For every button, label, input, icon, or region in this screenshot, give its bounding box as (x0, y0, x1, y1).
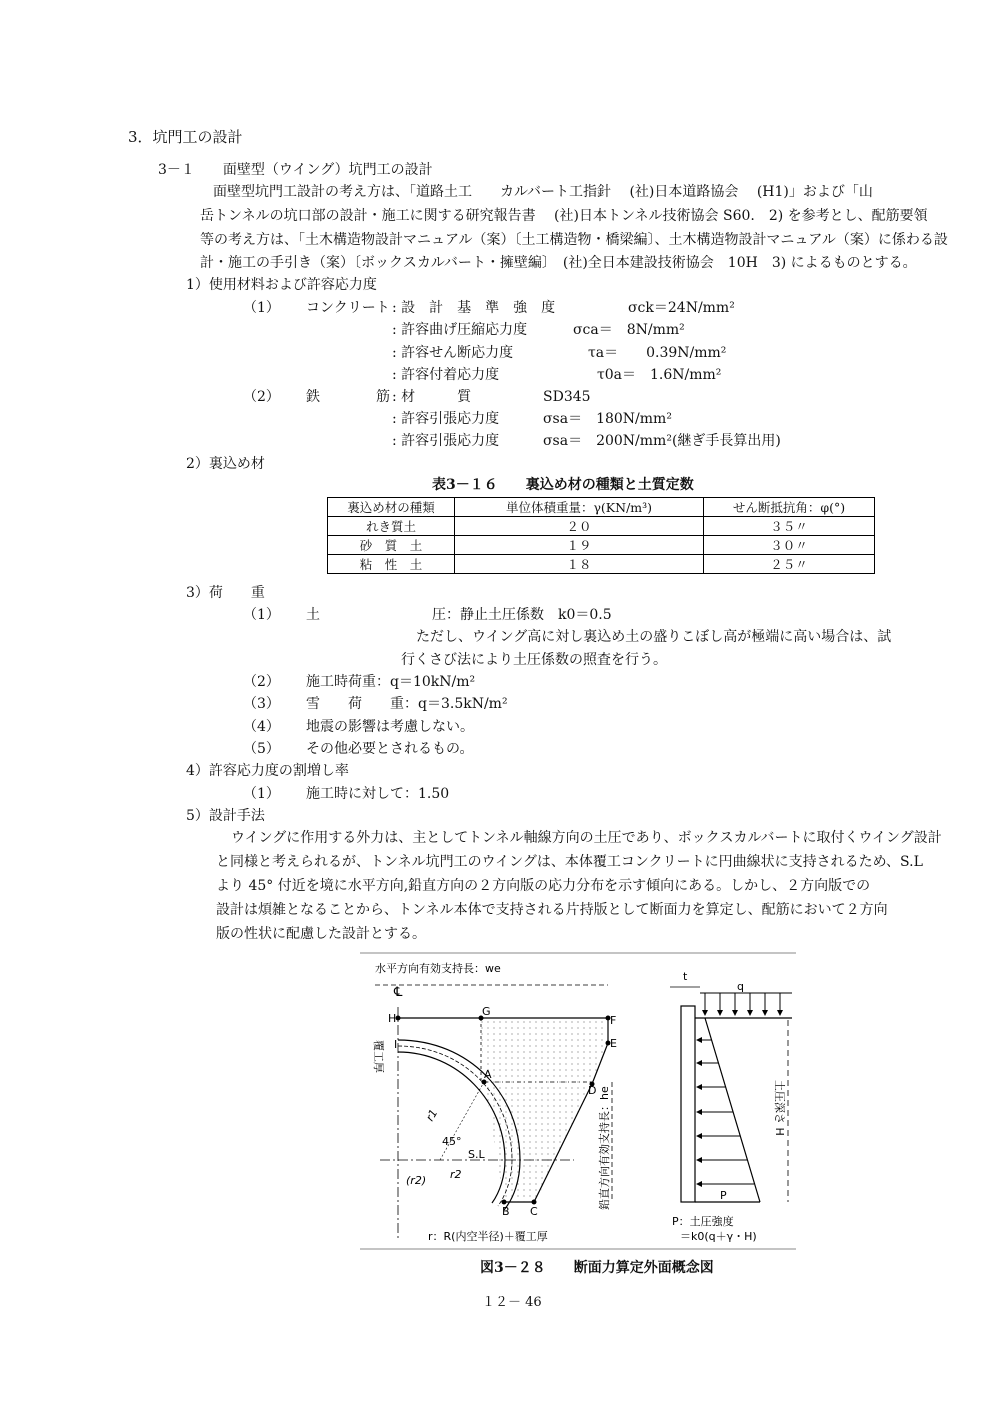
load-num: （4） (243, 719, 280, 735)
intro-line: 等の考え方は、「土木構造物設計マニュアル（案）〔土工構造物・橋梁編〕、土木構造物設計マニュアル（案）に係わる設 (200, 232, 948, 248)
load-text: 地震の影響は考慮しない。 (306, 719, 474, 735)
material-label: : 許容引張応力度 (392, 433, 500, 449)
table-cell: 砂 質 土 (328, 536, 455, 555)
material-label: : 材 質 (392, 389, 472, 405)
paragraph-line: ウイングに作用する外力は、主としてトンネル軸線方向の土圧であり、ボックスカルバートに取付くウイング設計 (231, 830, 942, 846)
r1-label: r1 (423, 1107, 441, 1124)
table-cell: １８ (455, 555, 704, 574)
load-num: （5） (243, 741, 280, 757)
t-label: t (683, 970, 688, 983)
pressure-envelope (705, 1018, 760, 1202)
wing-wall (681, 1006, 695, 1202)
material-value: SD345 (543, 389, 591, 405)
label-a: A (484, 1068, 492, 1081)
material-value: σca＝ 8N/mm² (573, 322, 685, 338)
label-i: I (394, 1038, 398, 1051)
material-value: σsa＝ 180N/mm² (543, 411, 672, 427)
item3-heading: 3）荷 重 (186, 585, 265, 601)
material-name: コンクリート (306, 300, 390, 316)
load-text: 雪 荷 重：q＝3.5kN/m² (306, 696, 508, 712)
item4-heading: 4）許容応力度の割増し率 (186, 763, 349, 779)
label-b: B (502, 1205, 510, 1218)
load-text: 施工時荷重：q＝10kN/m² (306, 674, 476, 690)
section-title: 3．坑門工の設計 (128, 128, 243, 146)
label-c: C (530, 1205, 538, 1218)
pressure-note: P：土圧強度 (672, 1215, 734, 1228)
material-label: : 設 計 基 準 強 度 (392, 300, 556, 316)
ratio-text: 施工時に対して：1.50 (306, 786, 450, 802)
material-value: τa＝ 0.39N/mm² (588, 345, 727, 361)
table-cell: 粘 性 土 (328, 555, 455, 574)
item1-heading: 1）使用材料および許容応力度 (186, 277, 377, 293)
he-label: 鉛直方向有効支持長：he (598, 1086, 611, 1210)
paragraph-line: より 45° 付近を境に水平方向,鉛直方向の２方向版の応力分布を示す傾向にある。しかし、２方向版での (216, 878, 871, 894)
load-num: （1） (243, 607, 280, 623)
label-d: D (588, 1084, 597, 1097)
material-num: （2） (243, 389, 280, 405)
material-label: : 許容せん断応力度 (392, 345, 514, 361)
ratio-num: （1） (243, 786, 280, 802)
load-text: その他必要とされるもの。 (306, 741, 474, 757)
table-header: 裏込め材の種類 (328, 498, 455, 517)
material-value: τ0a＝ 1.6N/mm² (597, 367, 722, 383)
item5-heading: 5）設計手法 (186, 808, 265, 824)
paragraph-line: と同様と考えられるが、トンネル坑門工のウイングは、本体覆工コンクリートに円曲線状に支持されるため、S.L (216, 854, 923, 870)
material-label: : 許容引張応力度 (392, 411, 500, 427)
point-b (502, 1200, 507, 1205)
table-cell: ２０ (455, 517, 704, 536)
material-value: σck＝24N/mm² (628, 300, 735, 316)
p-label: P (720, 1189, 727, 1202)
radius-note: r：R(内空半径)＋覆工厚 (428, 1230, 548, 1243)
table-cell: １９ (455, 536, 704, 555)
table-cell: ３５〃 (704, 517, 875, 536)
r2-paren-label: (r2) (406, 1174, 427, 1187)
r2-label: r2 (450, 1168, 462, 1181)
paragraph-line: 設計は煩雑となることから、トンネル本体で支持される片持版として断面力を算定し、配筋において２方向 (216, 902, 888, 918)
item2-heading: 2）裏込め材 (186, 456, 265, 472)
backfill-area (480, 1018, 608, 1202)
centerline-symbol: ℄ (394, 985, 403, 1000)
material-label: : 許容付着応力度 (392, 367, 500, 383)
spring-line-label: S.L (468, 1148, 485, 1161)
load-num: （3） (243, 696, 280, 712)
intro-line: 計・施工の手引き（案）〔ボックスカルバート・擁壁編〕 (社)全日本建設技術協会 10H 3) によるものとする。 (200, 255, 917, 271)
figure-caption: 図3－２８ 断面力算定外面概念図 (480, 1260, 714, 1276)
label-h: H (388, 1012, 397, 1025)
depth-label: 土圧深さ H (773, 1080, 786, 1136)
we-label: 水平方向有効支持長：we (375, 962, 501, 975)
table-title: 表3－１６ 裏込め材の種類と土質定数 (432, 477, 694, 493)
material-num: （1） (243, 300, 280, 316)
label-e: E (610, 1037, 617, 1050)
table-cell: れき質土 (328, 517, 455, 536)
intro-line: 岳トンネルの坑口部の設計・施工に関する研究報告書 (社)日本トンネル技術協会 S60. 2) を参考とし、配筋要領 (200, 208, 928, 224)
load-text: ただし、ウイング高に対し裏込め土の盛りこぼし高が極端に高い場合は、試 (416, 629, 892, 645)
table-header: せん断抵抗角：φ(°) (704, 498, 875, 517)
angle-label: 45° (442, 1135, 462, 1148)
subsection-title: 3－１ 面壁型（ウイング）坑門工の設計 (158, 162, 433, 178)
page-number: １２－ 46 (482, 1295, 542, 1310)
material-name: 鉄 筋 (306, 389, 390, 405)
q-label: q (737, 980, 744, 993)
material-value: σsa＝ 200N/mm²(継ぎ手長算出用) (543, 433, 781, 449)
paragraph-line: 版の性状に配慮した設計とする。 (216, 926, 426, 942)
point-c (532, 1200, 537, 1205)
load-num: （2） (243, 674, 280, 690)
load-text: 土 圧：静止土圧係数 k0＝0.5 (306, 607, 612, 623)
intro-line: 面壁型坑門工設計の考え方は、「道路土工 カルバート工指針 (社)日本道路協会 (H1)」および「山 (213, 184, 873, 200)
material-label: : 許容曲げ圧縮応力度 (392, 322, 528, 338)
table-cell: ３０〃 (704, 536, 875, 555)
table-header: 単位体積重量：γ(KN/m³) (455, 498, 704, 517)
table-cell: ２５〃 (704, 555, 875, 574)
label-f: F (610, 1014, 617, 1027)
load-text: 行くさび法により土圧係数の照査を行う。 (401, 652, 667, 668)
label-g: G (482, 1005, 491, 1018)
lining-thickness-label: 覆工厚 (372, 1040, 385, 1073)
pressure-formula: ＝k0(q＋γ・H) (680, 1230, 757, 1243)
